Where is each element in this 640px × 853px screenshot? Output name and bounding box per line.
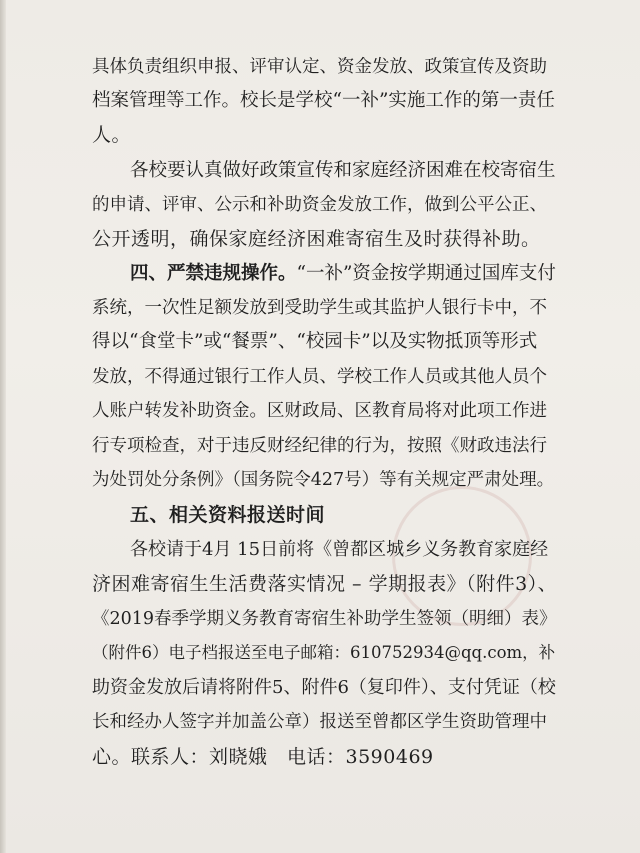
body-line: 系统，一次性足额发放到受助学生或其监护人银行卡中，不 — [92, 298, 547, 318]
body-line: 行专项检查，对于违反财经纪律的行为，按照《财政违法行 — [92, 436, 547, 456]
body-line: 济困难寄宿生生活费落实情况 – 学期报表》（附件3）、 — [92, 573, 558, 595]
body-line: 各校请于4月 15日前将《曾都区城乡义务教育家庭经 — [130, 539, 549, 560]
body-line: 得以“食堂卡”或“餐票”、“校园卡”以及实物抵顶等形式 — [92, 331, 538, 352]
body-line: 《2019春季学期义务教育寄宿生补助学生签领（明细）表》 — [92, 609, 557, 629]
body-line: 人。 — [92, 124, 132, 146]
body-line: 助资金发放后请将附件5、附件6（复印件）、支付凭证（校 — [92, 677, 556, 698]
body-line: 发放，不得通过银行工作人员、学校工作人员或其他人员个 — [92, 367, 547, 387]
body-line: （附件6）电子档报送至电子邮箱：610752934@qq.com，补 — [92, 643, 556, 662]
body-line: 心。联系人：刘晓娥 电话：3590469 — [92, 746, 434, 768]
section-heading: 四、严禁违规操作。 — [130, 263, 297, 284]
body-line: 长和经办人签字并加盖公章）报送至曾都区学生资助管理中 — [92, 712, 547, 732]
body-line: 为处罚处分条例》（国务院令427号）等有关规定严肃处理。 — [92, 470, 555, 490]
page-binding-edge — [0, 0, 6, 853]
body-line: 各校要认真做好政策宣传和家庭经济困难在校寄宿生 — [130, 160, 556, 181]
body-line: 的申请、评审、公示和补助资金发放工作，做到公平公正、 — [92, 195, 547, 215]
body-text: “一补”资金按学期通过国库支付 — [296, 263, 556, 284]
body-line: 具体负责组织申报、评审认定、资金发放、政策宣传及资助 — [92, 57, 547, 77]
body-line: 人账户转发补助资金。区财政局、区教育局将对此项工作进 — [92, 401, 547, 421]
section-four-line — [92, 257, 558, 291]
section-heading: 五、相关资料报送时间 — [130, 504, 326, 526]
body-line: 档案管理等工作。校长是学校“一补”实施工作的第一责任 — [92, 90, 555, 111]
body-line: 公开透明，确保家庭经济困难寄宿生及时获得补助。 — [92, 228, 541, 250]
